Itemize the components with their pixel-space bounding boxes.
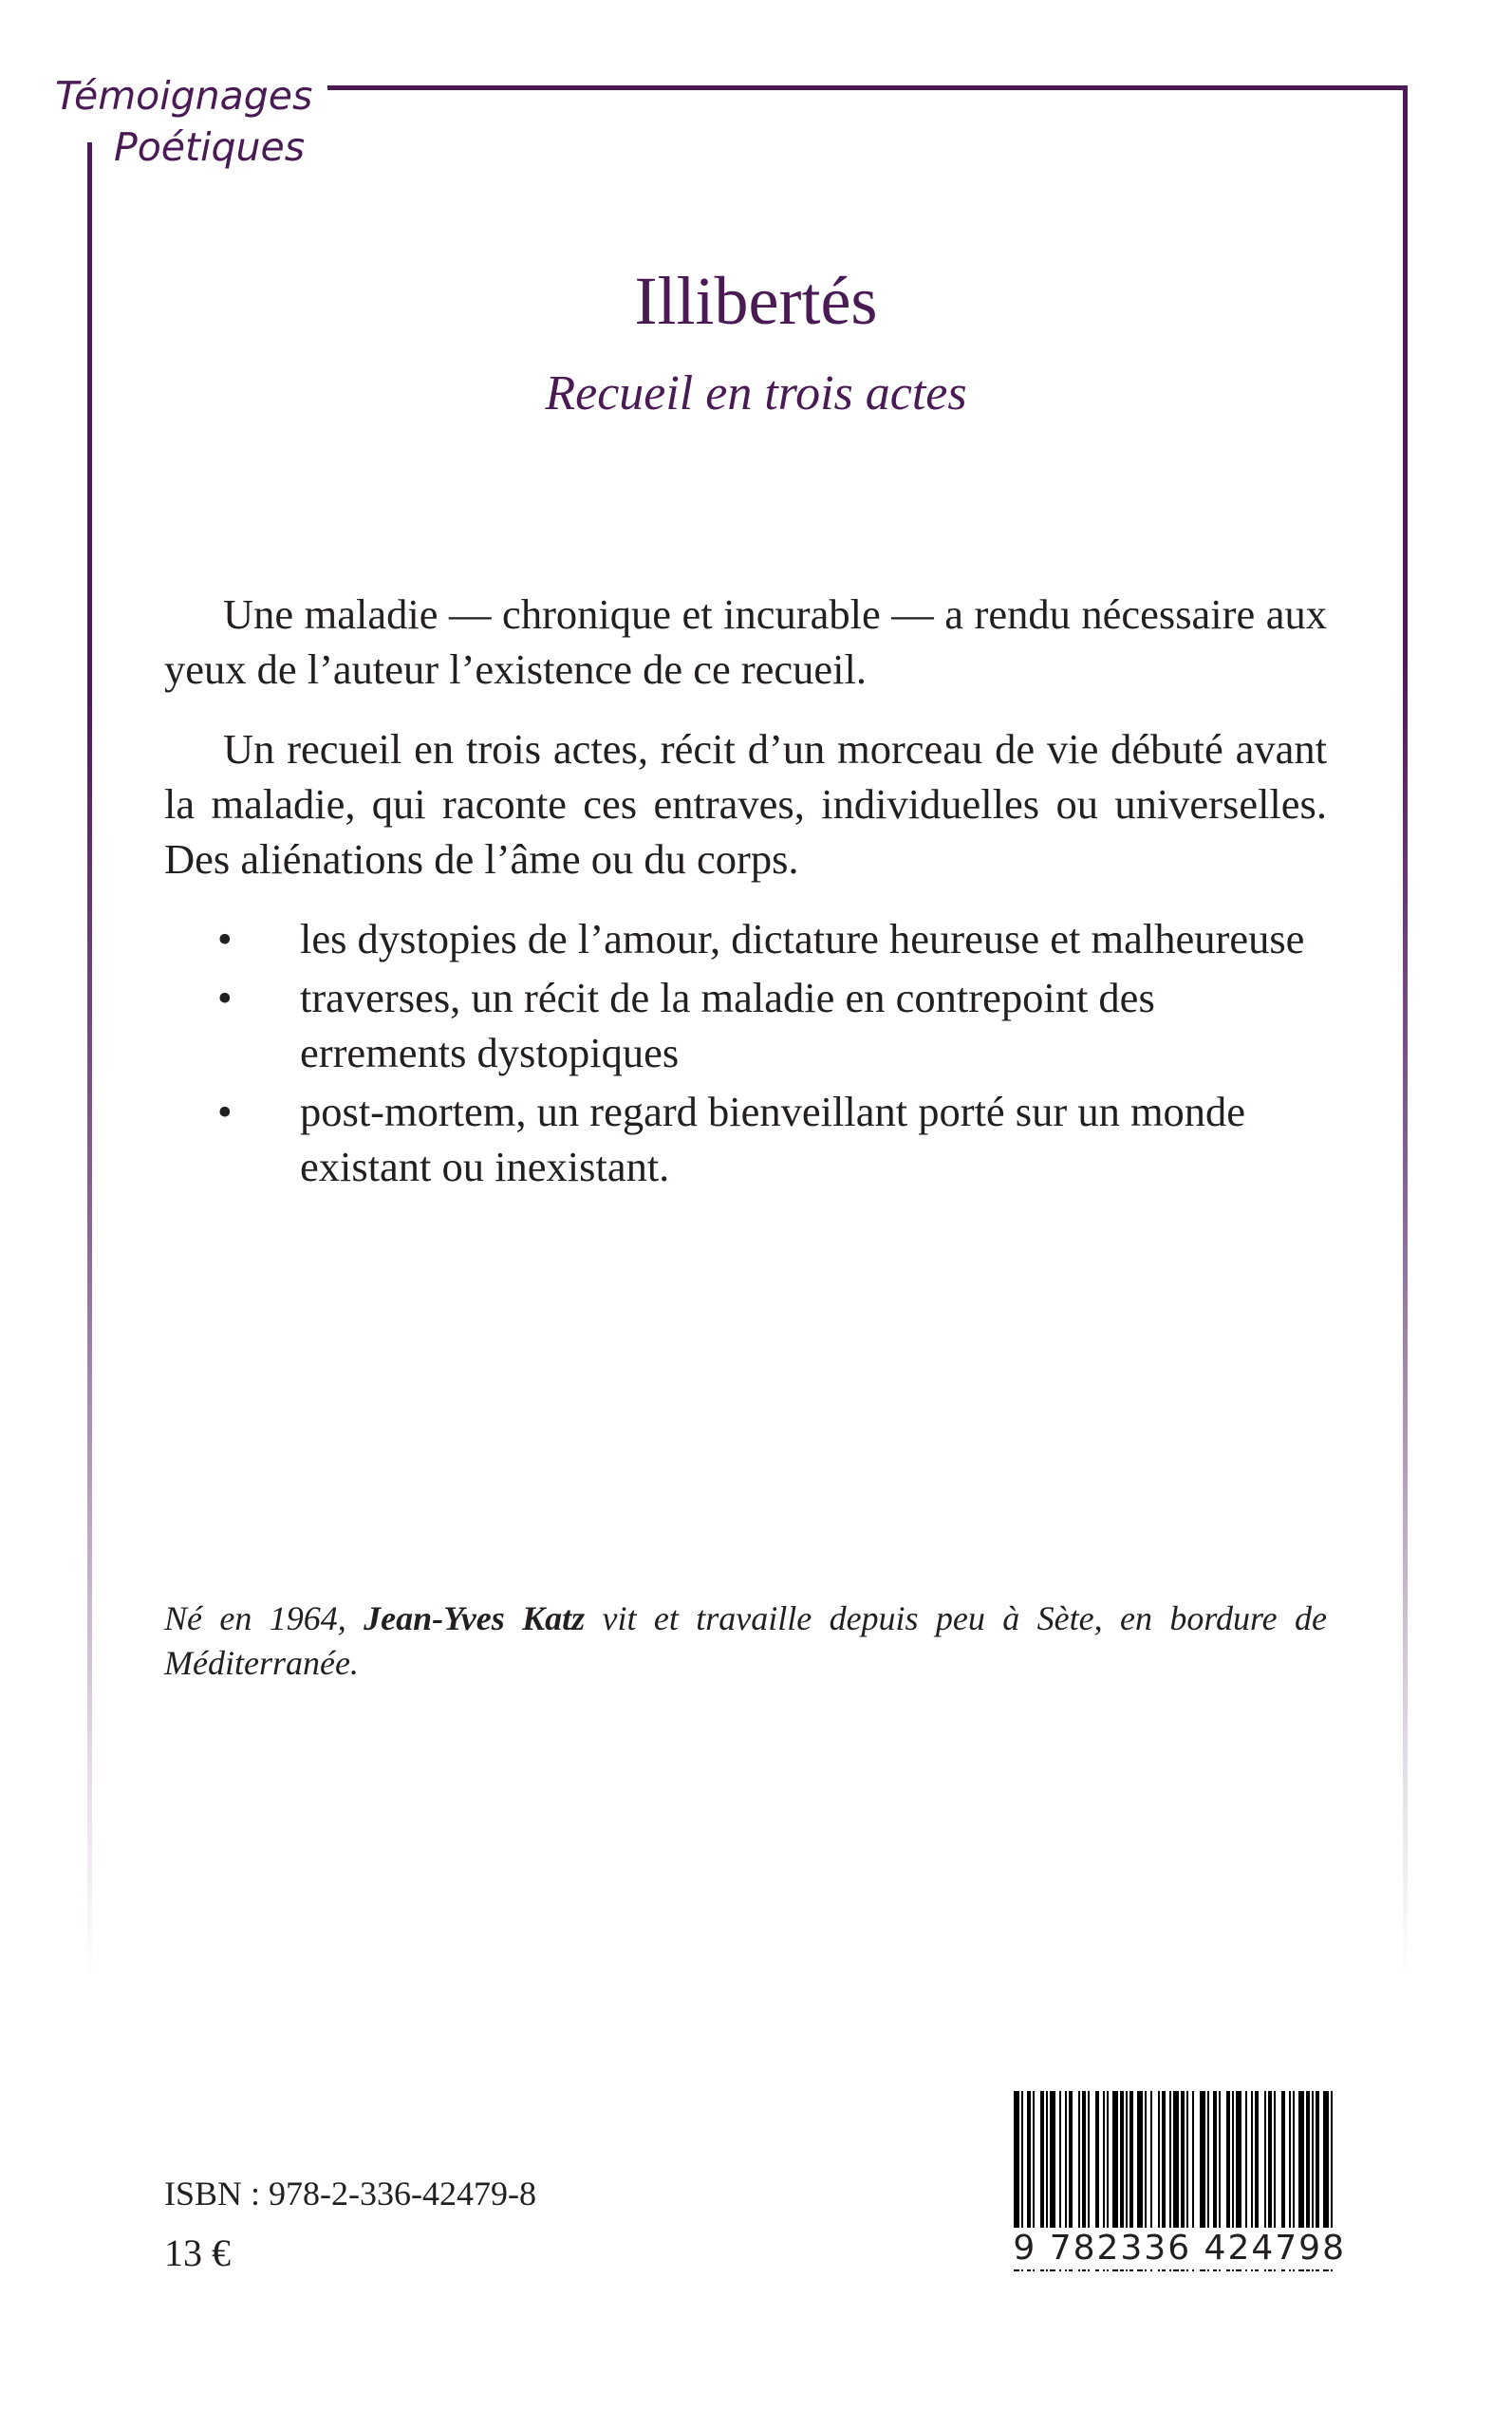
barcode-digits: 9 782336 424798 (985, 2228, 1346, 2269)
act-item: • post-mortem, un regard bienveillant porté sur un monde existant ou inexistant. (164, 1084, 1327, 1194)
author-name: Jean-Yves Katz (364, 1599, 586, 1637)
isbn: ISBN : 978-2-336-42479-8 (164, 2175, 536, 2213)
blurb-paragraph-2: Un recueil en trois actes, récit d’un morceau de vie débuté avant la maladie, qui raconte ces entraves, individuelles ou universelles. Des aliénations de l’âme ou du corps. (164, 725, 1327, 883)
acts-list (164, 911, 1327, 1194)
price: 13 € (164, 2232, 231, 2274)
author-bio (164, 1597, 1327, 1686)
book-title: Illibertés (634, 263, 878, 339)
act-item: • traverses, un récit de la maladie en contrepoint des errements dystopiques (164, 970, 1327, 1080)
collection-name (55, 70, 312, 173)
collection-line-2: Poétiques (114, 124, 306, 170)
blurb-paragraph-1: Une maladie — chronique et incurable — a rendu nécessaire aux yeux de l’auteur l’existence de ce recueil. (164, 590, 1327, 693)
collection-line-1: Témoignages (55, 73, 313, 119)
frame-top-border (327, 85, 1408, 90)
book-subtitle: Recueil en trois actes (545, 366, 967, 420)
act-item: • les dystopies de l’amour, dictature heureuse et malheureuse (164, 911, 1327, 966)
bio-suffix: vit et travaille depuis peu à Sète, en bordure de Méditerranée. (164, 1599, 1328, 1682)
blurb (164, 587, 1327, 1194)
bio-prefix: Né en 1964, (164, 1599, 346, 1637)
